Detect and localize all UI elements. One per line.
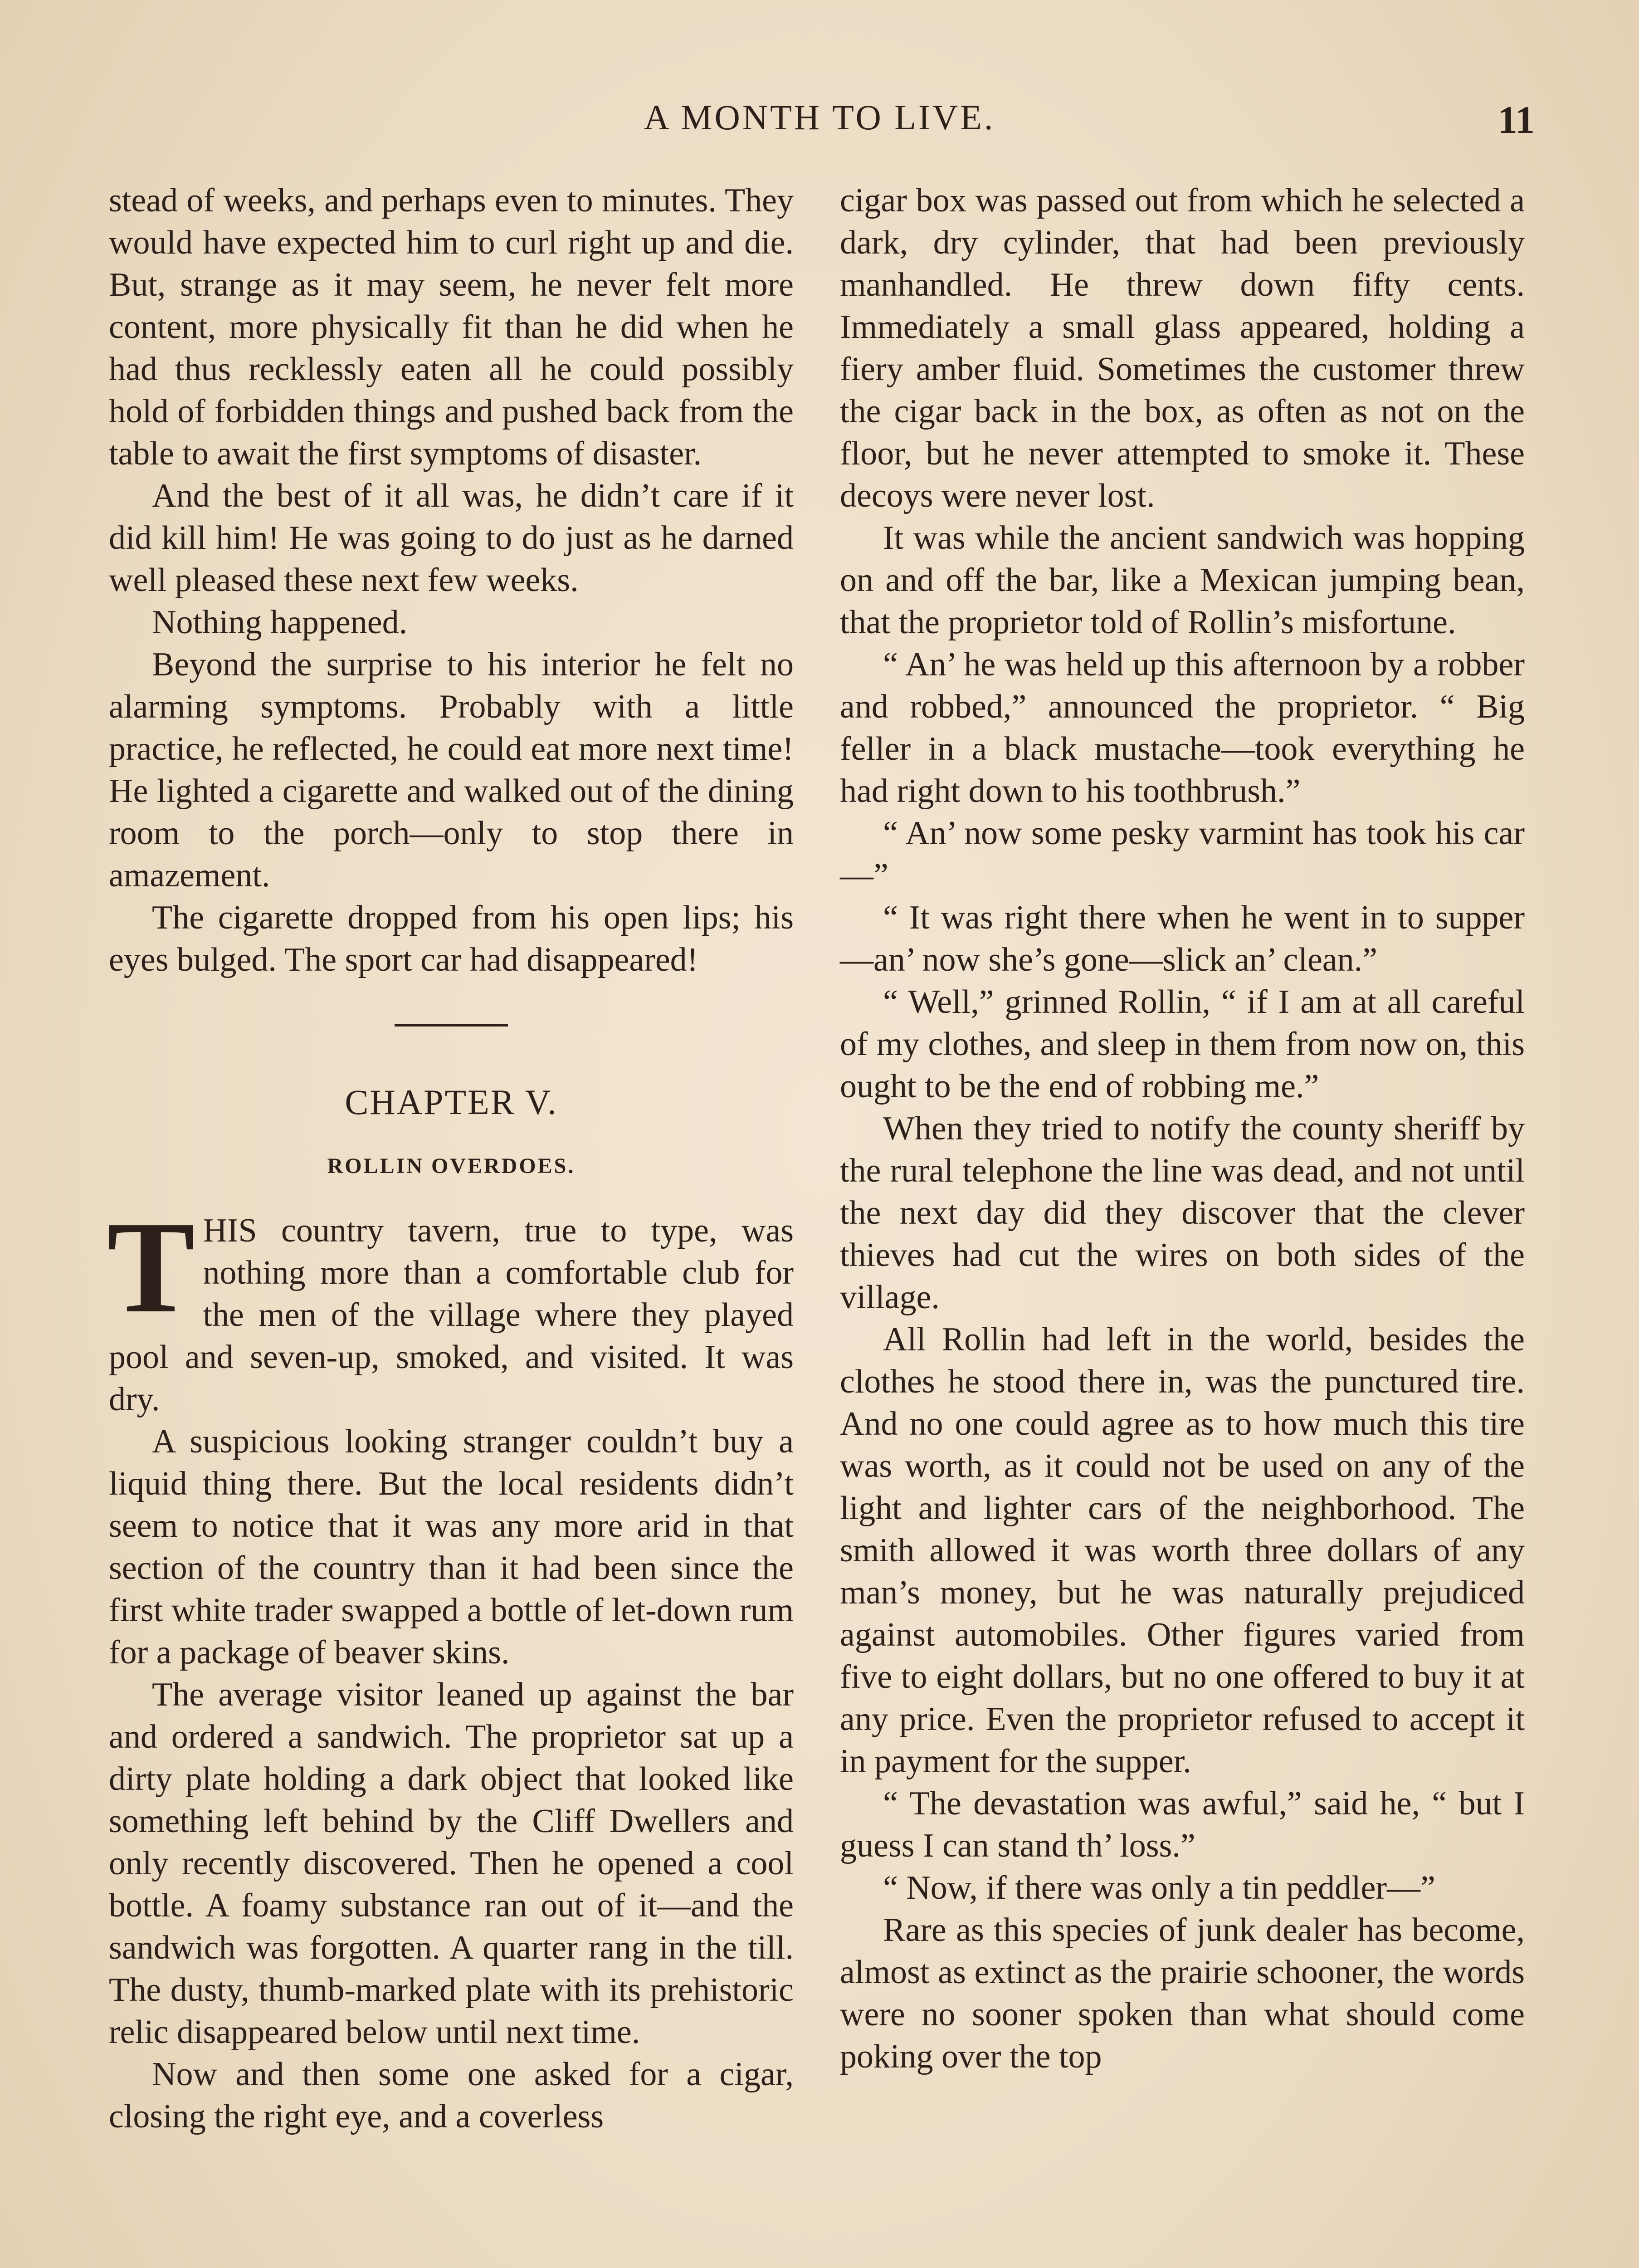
paragraph: It was while the ancient sandwich was hopping on and off the bar, like a Mexican jumping bean, that the proprietor told of Rollin’s misfortune. <box>840 519 1525 641</box>
paragraph: cigar box was passed out from which he selected a dark, dry cylinder, that had been previously manhandled. He threw down fifty cents. Immediately a small glass appeared, holding a fiery amber fluid. Sometimes the customer threw the cigar back in the box, as often as not on the floor, but he never attempted to smoke it. These decoys were never lost. <box>840 182 1525 514</box>
paragraph: All Rollin had left in the world, besides the clothes he stood there in, was the punctured tire. And no one could agree as to how much this tire was worth, as it could not be used on any of the light and lighter cars of the neighborhood. The smith allowed it was worth three dollars of any man’s money, but he was naturally prejudiced against automobiles. Other figures varied from five to eight dollars, but no one offered to buy it at any price. Even the proprietor refused to accept it in payment for the supper. <box>840 1321 1525 1780</box>
paragraph: “ The devastation was awful,” said he, “ but I guess I can stand th’ loss.” <box>840 1785 1525 1864</box>
paragraph: And the best of it all was, he didn’t care if it did kill him! He was going to do just as he darned well pleased these next few weeks. <box>109 477 794 599</box>
opening-text: HIS country tavern, true to type, was nothing more than a comfortable club for the men of the village where they played pool and seven-up, smoked, and visited. It was dry. <box>109 1212 794 1418</box>
page-number: 11 <box>1498 98 1535 142</box>
paragraph: The average visitor leaned up against the bar and ordered a sandwich. The proprietor sat up a dirty plate holding a dark object that looked like something left behind by the Cliff Dwellers and only recently discovered. Then he opened a cool bottle. A foamy substance ran out of it—and the sandwich was forgotten. A quarter rang in the till. The dusty, thumb-marked plate with its prehistoric relic disappeared below until next time. <box>109 1676 794 2051</box>
paragraph: When they tried to notify the county sheriff by the rural telephone the line was dead, and not until the next day did they discover that the clever thieves had cut the wires on both sides of the village. <box>840 1110 1525 1316</box>
section-divider <box>395 1024 508 1026</box>
paragraph: Rare as this species of junk dealer has become, almost as extinct as the prairie schooner, the words were no sooner spoken than what should come poking over the top <box>840 1911 1525 2075</box>
paragraph: “ An’ now some pesky varmint has took his car—” <box>840 815 1525 894</box>
left-column <box>109 180 794 2138</box>
right-column <box>840 180 1525 2078</box>
paragraph: Now and then some one asked for a cigar, closing the right eye, and a coverless <box>109 2056 794 2135</box>
running-title: A MONTH TO LIVE. <box>644 98 995 137</box>
chapter-opening-paragraph <box>107 1194 794 1421</box>
paragraph: “ Now, if there was only a tin peddler—” <box>883 1869 1435 1906</box>
drop-cap: T <box>107 1194 195 1340</box>
chapter-heading: CHAPTER V. <box>345 1082 558 1122</box>
paragraph: stead of weeks, and perhaps even to minutes. They would have expected him to curl right up and die. But, strange as it may seem, he never felt more content, more physically fit than he did when he had thus recklessly eaten all he could possibly hold of forbidden things and pushed back from the table to await the first symptoms of disaster. <box>109 182 794 472</box>
paragraph: The cigarette dropped from his open lips; his eyes bulged. The sport car had disappeared! <box>109 899 794 978</box>
paragraph: “ An’ he was held up this afternoon by a robber and robbed,” announced the proprietor. “ Big feller in a black mustache—took everything he had right down to his toothbrush.” <box>840 646 1525 810</box>
paragraph: “ It was right there when he went in to supper—an’ now she’s gone—slick an’ clean.” <box>840 899 1525 978</box>
paragraph: “ Well,” grinned Rollin, “ if I am at all careful of my clothes, and sleep in them from now on, this ought to be the end of robbing me.” <box>840 983 1525 1105</box>
chapter-subtitle: ROLLIN OVERDOES. <box>327 1154 576 1178</box>
paragraph: Nothing happened. <box>152 604 408 641</box>
running-head <box>104 97 1535 147</box>
paragraph: A suspicious looking stranger couldn’t buy a liquid thing there. But the local residents didn’t seem to notice that it was any more arid in that section of the country than it had been since the first white trader swapped a bottle of let-down rum for a package of beaver skins. <box>109 1423 794 1671</box>
paragraph: Beyond the surprise to his interior he felt no alarming symptoms. Probably with a little practice, he reflected, he could eat more next time! He lighted a cigarette and walked out of the dining room to the porch—only to stop there in amazement. <box>109 646 794 894</box>
